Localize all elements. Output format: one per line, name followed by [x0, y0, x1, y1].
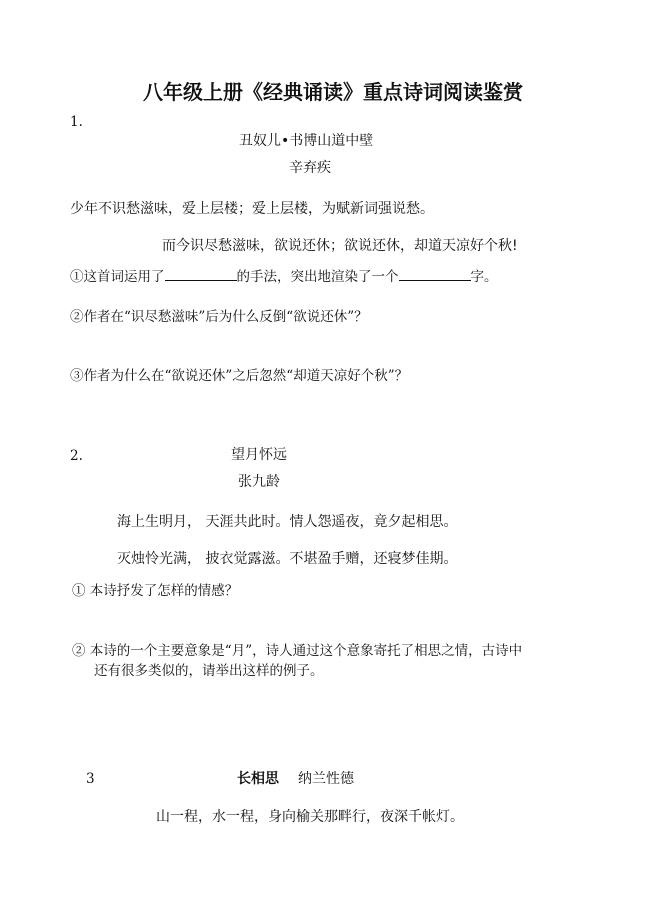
q1-author: 辛弃疾	[289, 160, 331, 176]
q2-sub-question-1: ① 本诗抒发了怎样的情感？	[72, 583, 239, 599]
q1-poem-line-1: 少年不识愁滋味，爱上层楼；爱上层楼，为赋新词强说愁。	[70, 201, 434, 217]
q1-sub1-text-b: 的手法，突出地渲染了一个	[236, 269, 399, 285]
q1-sub-question-3: ③作者为什么在“欲说还休”之后忽然“却道天凉好个秋”？	[70, 368, 409, 384]
q2-author: 张九龄	[238, 474, 280, 490]
q1-number: 1.	[70, 114, 83, 130]
q2-sub-question-2-line-2: 还有很多类似的，请举出这样的例子。	[94, 663, 324, 679]
q1-sub-question-2: ②作者在“识尽愁滋味”后为什么反倒“欲说还休”？	[70, 309, 368, 325]
q3-poem-line-1: 山一程，水一程，身向榆关那畔行，夜深千帐灯。	[156, 809, 464, 825]
q1-poem-title: 丑奴儿•书博山道中壁	[239, 133, 374, 149]
q3-author: 纳兰性德	[298, 771, 354, 787]
q2-number: 2.	[70, 448, 83, 464]
answer-blank-1[interactable]	[165, 280, 237, 281]
q1-sub1-text-a: ①这首词运用了	[70, 269, 165, 285]
q1-sub-question-1	[70, 271, 498, 285]
answer-blank-2[interactable]	[399, 280, 471, 281]
q3-poem-title: 长相思	[237, 771, 279, 787]
q2-sub-question-2-line-1: ② 本诗的一个主要意象是“月”，诗人通过这个意象寄托了相思之情，古诗中	[72, 643, 523, 659]
q2-poem-line-2: 灭烛怜光满， 披衣觉露滋。不堪盈手赠，还寝梦佳期。	[117, 551, 458, 567]
q2-poem-line-1: 海上生明月， 天涯共此时。情人怨遥夜，竟夕起相思。	[117, 514, 458, 530]
document-title: 八年级上册《经典诵读》重点诗词阅读鉴赏	[143, 80, 523, 104]
q2-poem-title: 望月怀远	[231, 447, 287, 463]
q1-poem-line-2: 而今识尽愁滋味，欲说还休；欲说还休，却道天凉好个秋!	[162, 238, 518, 254]
q1-sub1-text-c: 字。	[470, 269, 498, 285]
q3-number: 3	[86, 771, 95, 787]
